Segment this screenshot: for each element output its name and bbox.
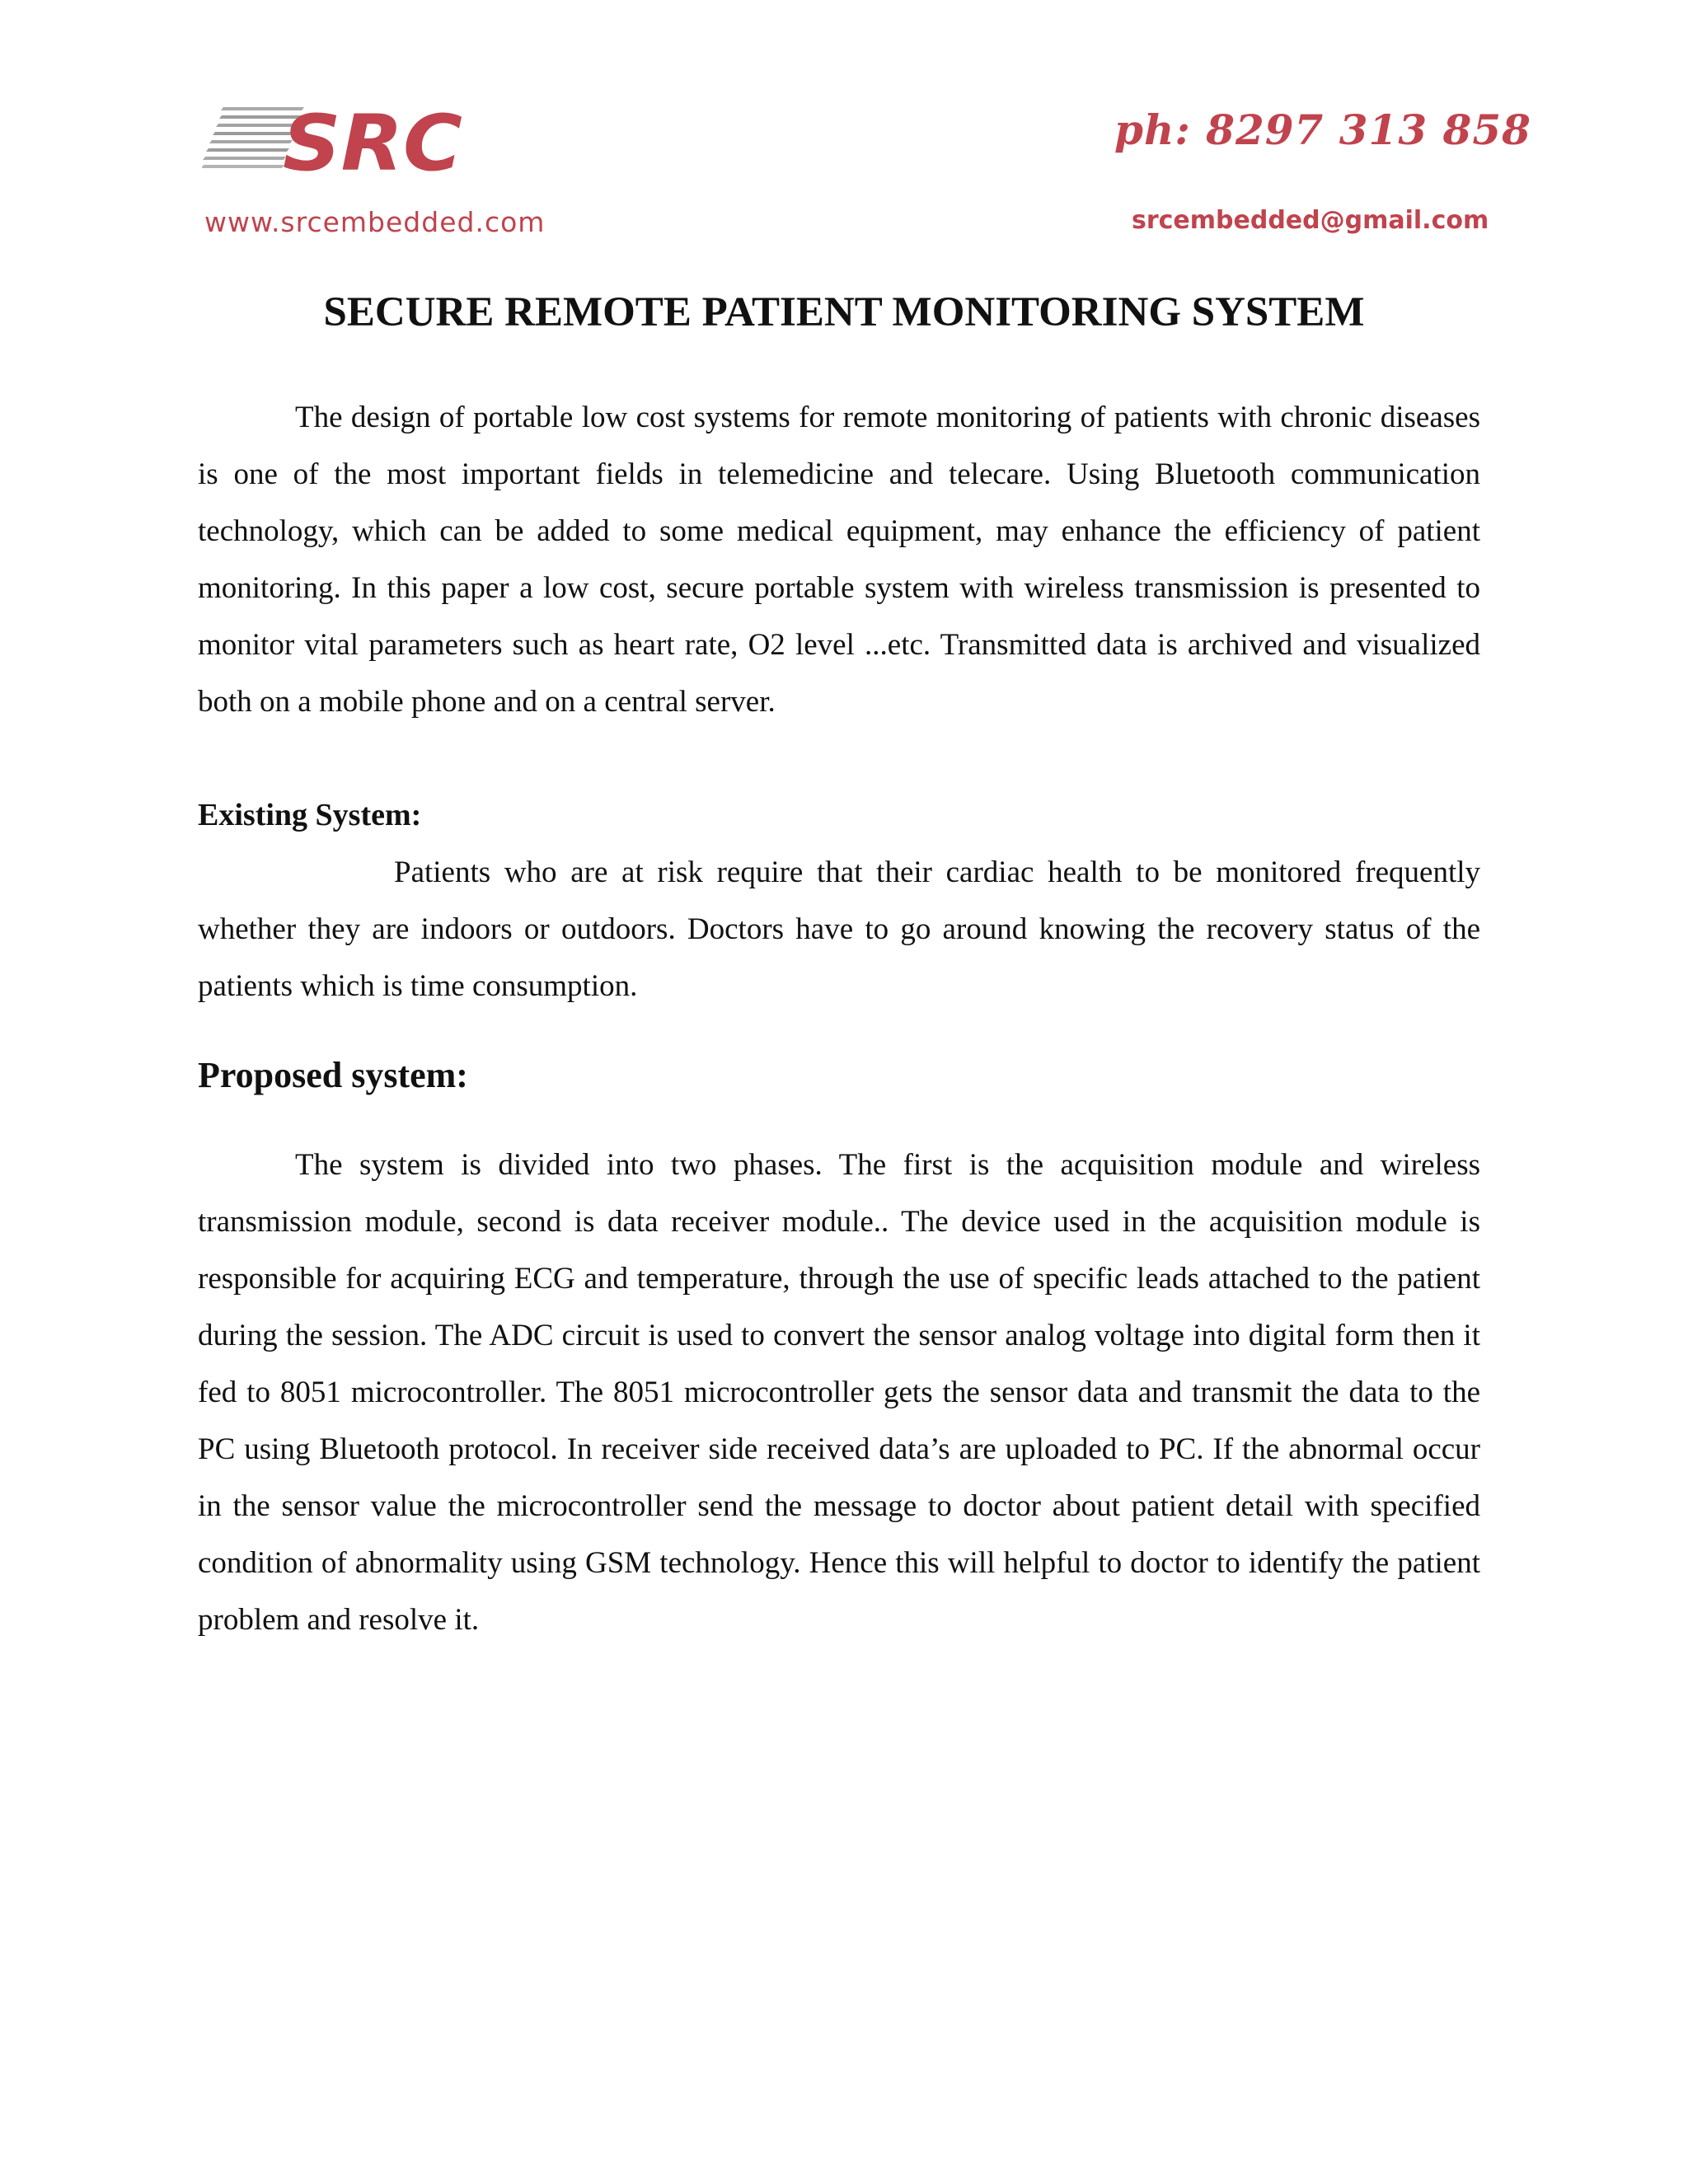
letterhead xyxy=(0,0,1688,255)
intro-paragraph: The design of portable low cost systems for remote monitoring of patients with chronic diseases is one of the most important fields in telemedicine and telecare. Using Bluetooth communication technology, which can be added to some medical equipment, may enhance the efficiency of patient monitoring. In this paper a low cost, secure portable system with wireless transmission is presented to monitor vital parameters such as heart rate, O2 level ...etc. Transmitted data is archived and visualized both on a mobile phone and on a central server. xyxy=(198,401,1480,719)
phone-number: ph: 8297 313 858 xyxy=(1114,105,1531,154)
existing-system-paragraph: Patients who are at risk require that their cardiac health to be monitored frequently whether they are indoors or outdoors. Doctors have to go around knowing the recovery status of the patients which is time consumption. xyxy=(198,855,1480,1003)
email-link[interactable]: srcembedded@gmail.com xyxy=(1132,206,1489,235)
section-spacer xyxy=(198,1015,1480,1047)
website-link[interactable]: www.srcembedded.com xyxy=(204,206,546,238)
section-spacer xyxy=(198,730,1480,787)
document-body xyxy=(198,389,1480,1648)
src-logo-graphic xyxy=(202,97,474,180)
proposed-system-paragraph: The system is divided into two phases. The first is the acquisition module and wireless transmission module, second is data receiver module.. The device used in the acquisition module is responsible for acquiring ECG and temperature, through the use of specific leads attached to the patient during the session. The ADC circuit is used to convert the sensor analog voltage into digital form then it fed to 8051 microcontroller. The 8051 microcontroller gets the sensor data and transmit the data to the PC using Bluetooth protocol. In receiver side received data’s are uploaded to PC. If the abnormal occur in the sensor value the microcontroller send the message to doctor about patient detail with specified condition of abnormality using GSM technology. Hence this will helpful to doctor to identify the patient problem and resolve it. xyxy=(198,1148,1480,1637)
logo-wordmark: SRC xyxy=(283,99,463,180)
document-title: SECURE REMOTE PATIENT MONITORING SYSTEM xyxy=(323,289,1365,335)
proposed-system-heading: Proposed system: xyxy=(198,1055,468,1095)
section-spacer xyxy=(198,1104,1480,1137)
src-logo xyxy=(202,97,474,180)
existing-system-heading: Existing System: xyxy=(198,798,422,832)
